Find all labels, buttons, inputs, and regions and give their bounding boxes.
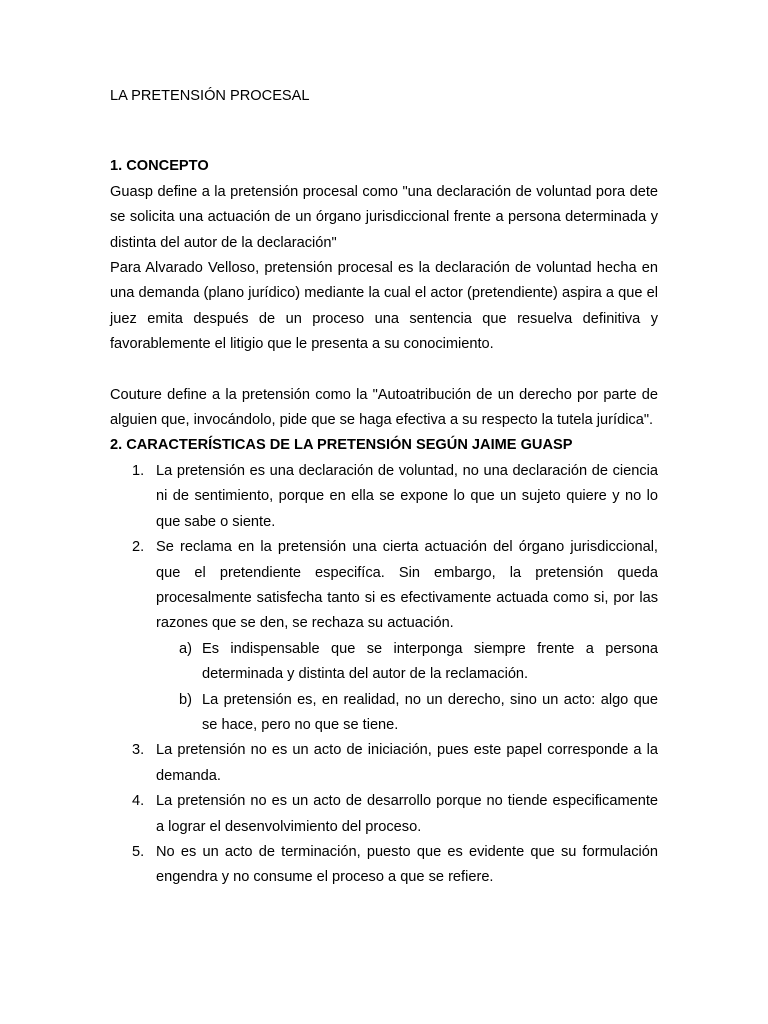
list-marker: 1.	[132, 462, 145, 479]
sub-list-item	[110, 637, 658, 688]
list-item-text: La pretensión no es un acto de iniciación, pues este papel corresponde a la demanda.	[156, 742, 658, 784]
sub-list-marker: b)	[179, 691, 192, 708]
document-title: LA PRETENSIÓN PROCESAL	[110, 88, 310, 104]
section1-heading: 1. CONCEPTO	[110, 158, 209, 175]
sub-list-item	[110, 688, 658, 739]
list-marker: 4.	[132, 793, 145, 810]
list-marker: 5.	[132, 843, 145, 860]
list-item-text: No es un acto de terminación, puesto que es evidente que su formulación engendra y no consume el proceso a que se refiere.	[156, 843, 658, 886]
sub-list	[156, 637, 658, 739]
list-item	[110, 459, 658, 535]
document-body	[110, 84, 658, 891]
list-item	[110, 789, 658, 840]
section2-heading: 2. CARACTERÍSTICAS DE LA PRETENSIÓN SEGÚN JAIME GUASP	[110, 437, 573, 454]
sub-list-item-text: Es indispensable que se interponga siempre frente a persona determinada y distinta del autor de la reclamación.	[202, 640, 658, 683]
characteristics-list	[110, 459, 658, 891]
list-item	[110, 738, 658, 789]
list-item	[110, 535, 658, 738]
section1-paragraph-guasp: Guasp define a la pretensión procesal como "una declaración de voluntad pora dete se solicita una actuación de un órgano jurisdiccional frente a persona determinada y distinta del autor de la declaración"	[110, 183, 658, 251]
list-marker: 2.	[132, 539, 145, 556]
list-item-text: Se reclama en la pretensión una cierta actuación del órgano jurisdiccional, que el pretendiente especifíca. Sin embargo, la pretensión queda procesalmente satisfecha tanto si es efectivamente actuada como si, por las razones que se den, se rechaza su actuación.	[156, 539, 658, 632]
list-item-text: La pretensión es una declaración de voluntad, no una declaración de ciencia ni de sentimiento, porque en ella se expone lo que un sujeto quiere y no lo que sabe o siente.	[156, 462, 658, 530]
list-item-text: La pretensión no es un acto de desarrollo porque no tiende especificamente a lograr el desenvolvimiento del proceso.	[156, 793, 658, 835]
sub-list-item-text: La pretensión es, en realidad, no un derecho, sino un acto: algo que se hace, pero no que se tiene.	[202, 691, 658, 733]
list-item	[110, 840, 658, 891]
section1-paragraph-alvarado: Para Alvarado Velloso, pretensión procesal es la declaración de voluntad hecha en una demanda (plano jurídico) mediante la cual el actor (pretendiente) aspira a que el juez emita después de un proceso una sentencia que resuelva definitiva y favorablemente el litigio que le presenta a su conocimiento.	[110, 260, 658, 353]
section1-paragraph-couture: Couture define a la pretensión como la "Autoatribución de un derecho por parte de alguien que, invocándolo, pide que se haga efectiva a su respecto la tutela jurídica".	[110, 386, 658, 429]
sub-list-marker: a)	[179, 640, 192, 657]
list-marker: 3.	[132, 742, 145, 759]
